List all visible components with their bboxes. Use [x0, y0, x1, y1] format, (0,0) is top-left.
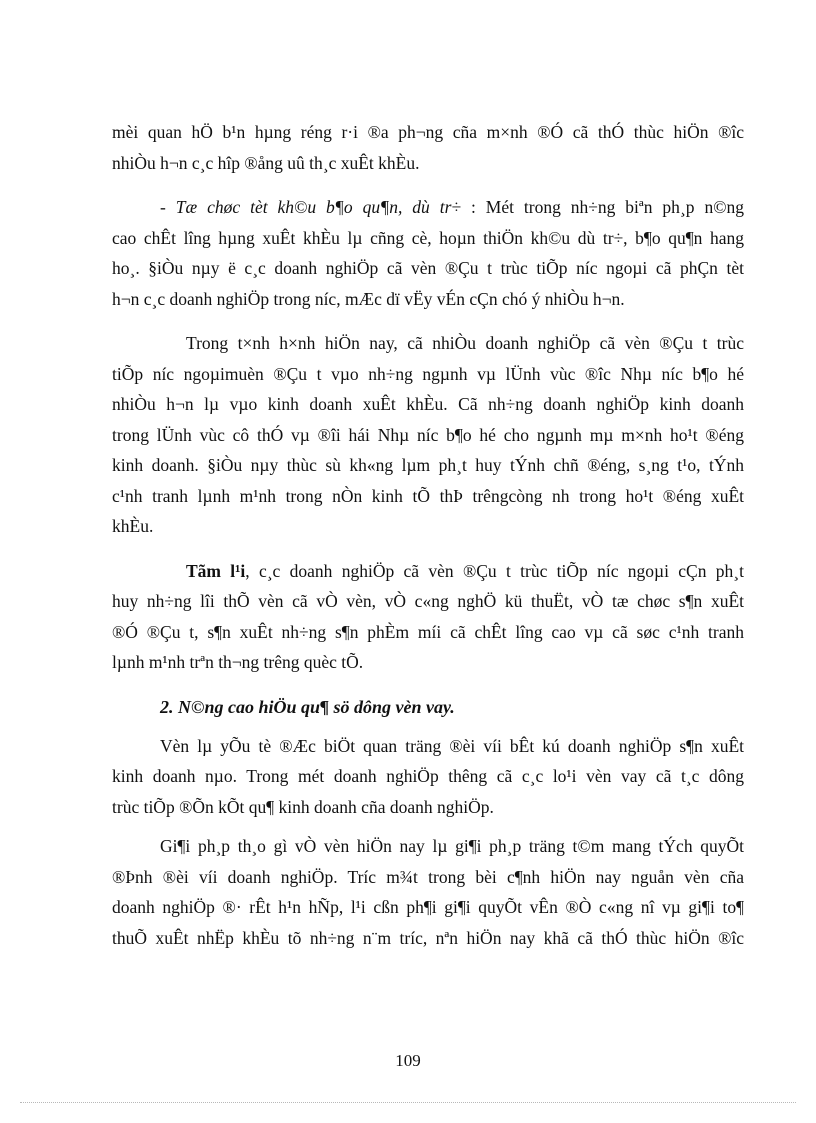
text-run: : Mét trong nh÷ng biªn ph¸p n©ng	[461, 197, 744, 217]
paragraph-2	[112, 192, 744, 314]
text-line: khÈu.	[112, 516, 154, 536]
page-number: 109	[395, 1051, 421, 1070]
section-heading: 2. N©ng cao hiÖu qu¶ sö dông vèn vay.	[160, 696, 455, 717]
text-line: nhiÒu h¬n c¸c hîp ®ång uû th¸c xuÊt khÈu.	[112, 152, 420, 173]
text-line: Gi¶i ph¸p th¸o gì vÒ vèn hiÖn nay lµ gi¶i ph¸p träng t©m mang tÝch quyÕt	[160, 836, 744, 856]
text-line: thuÕ xuÊt nhËp khÈu tõ nh÷ng n¨m tríc, nªn hiÖn nay khã cã thÓ thùc hiÖn ®îc	[112, 927, 744, 948]
text-line: doanh nghiÖp ®· rÊt h¹n hÑp, l¹i cßn ph¶i gi¶i quyÕt vÊn ®Ò c«ng nî vµ gi¶i to¶	[112, 897, 744, 917]
text-line: ho¸. §iÒu nµy ë c¸c doanh nghiÖp cã vèn ®Çu t trùc tiÕp níc ngoµi cã phÇn tèt	[112, 258, 744, 278]
text-line: ®Þnh ®èi víi doanh nghiÖp. Tríc m¾t trong bèi c¶nh hiÖn nay nguån vèn cña	[112, 866, 744, 887]
text-line: tiÕp níc ngoµimuèn ®Çu t vµo nh÷ng ngµnh vµ lÜnh vùc ®îc Nhµ níc b¶o hé	[112, 363, 744, 384]
text-run: , c¸c doanh nghiÖp cã vèn ®Çu t trùc tiÕp níc ngoµi cÇn ph¸t	[245, 560, 744, 581]
text-line: lµnh m¹nh trªn th¬ng trêng quèc tÕ.	[112, 652, 364, 672]
document-body	[112, 117, 744, 953]
text-line: ®Ó ®Çu t, s¶n xuÊt nh÷ng s¶n phÈm míi cã chÊt lîng cao vµ cã søc c¹nh tranh	[112, 621, 744, 642]
italic-lead: Tæ chøc tèt kh©u b¶o qu¶n, dù tr÷	[175, 197, 462, 217]
footer-divider	[20, 1102, 796, 1103]
text-line: mèi quan hÖ b¹n hµng réng r·i ®a ph¬ng cña m×nh ®Ó cã thÓ thùc hiÖn ®îc	[112, 122, 744, 142]
text-line: nhiÒu h¬n lµ vµo kinh doanh xuÊt khÈu. Cã nh÷ng doanh nghiÖp kinh doanh	[112, 394, 744, 414]
text-line: kinh doanh nµo. Trong mét doanh nghiÖp thêng cã c¸c lo¹i vèn vay cã t¸c dông	[112, 766, 744, 786]
text-line: c¹nh tranh lµnh m¹nh trong nÒn kinh tÕ thÞ trêngcòng nh trong ho¹t ®éng xuÊt	[112, 485, 744, 506]
text-line: h¬n c¸c doanh nghiÖp trong níc, mÆc dï vËy vÉn cÇn chó ý nhiÒu h¬n.	[112, 288, 625, 309]
text-line: Trong t×nh h×nh hiÖn nay, cã nhiÒu doanh nghiÖp cã vèn ®Çu t trùc	[186, 333, 744, 353]
paragraph-4	[112, 556, 744, 678]
paragraph-1	[112, 117, 744, 178]
paragraph-5	[112, 731, 744, 823]
text-line: - Tæ chøc tèt kh©u b¶o qu¶n, dù tr÷ : Mét trong nh÷ng biªn ph¸p n©ng	[160, 197, 744, 217]
bold-lead: Tãm l¹i	[186, 560, 246, 581]
paragraph-3	[112, 328, 744, 542]
text-line: kinh doanh. §iÒu nµy thùc sù kh«ng lµm ph¸t huy tÝnh chñ ®éng, s¸ng t¹o, tÝnh	[112, 455, 744, 475]
text-line: trùc tiÕp ®Õn kÕt qu¶ kinh doanh cña doanh nghiÖp.	[112, 796, 494, 817]
paragraph-6	[112, 831, 744, 953]
text-line: cao chÊt lîng hµng xuÊt khÈu lµ cñng cè, hoµn thiÖn kh©u dù tr÷, b¶o qu¶n hang	[112, 227, 744, 248]
text-line: Vèn lµ yÕu tè ®Æc biÖt quan träng ®èi víi bÊt kú doanh nghiÖp s¶n xuÊt	[160, 735, 744, 756]
text-line	[112, 556, 744, 587]
text-line: trong lÜnh vùc cô thÓ vµ ®îi hái Nhµ níc b¶o hé cho ngµnh mµ m×nh ho¹t ®éng	[112, 424, 744, 445]
text-line: huy nh÷ng lîi thÕ vèn cã vÒ vèn, vÒ c«ng nghÖ kü thuËt, vÒ tæ chøc s¶n xuÊt	[112, 591, 744, 611]
